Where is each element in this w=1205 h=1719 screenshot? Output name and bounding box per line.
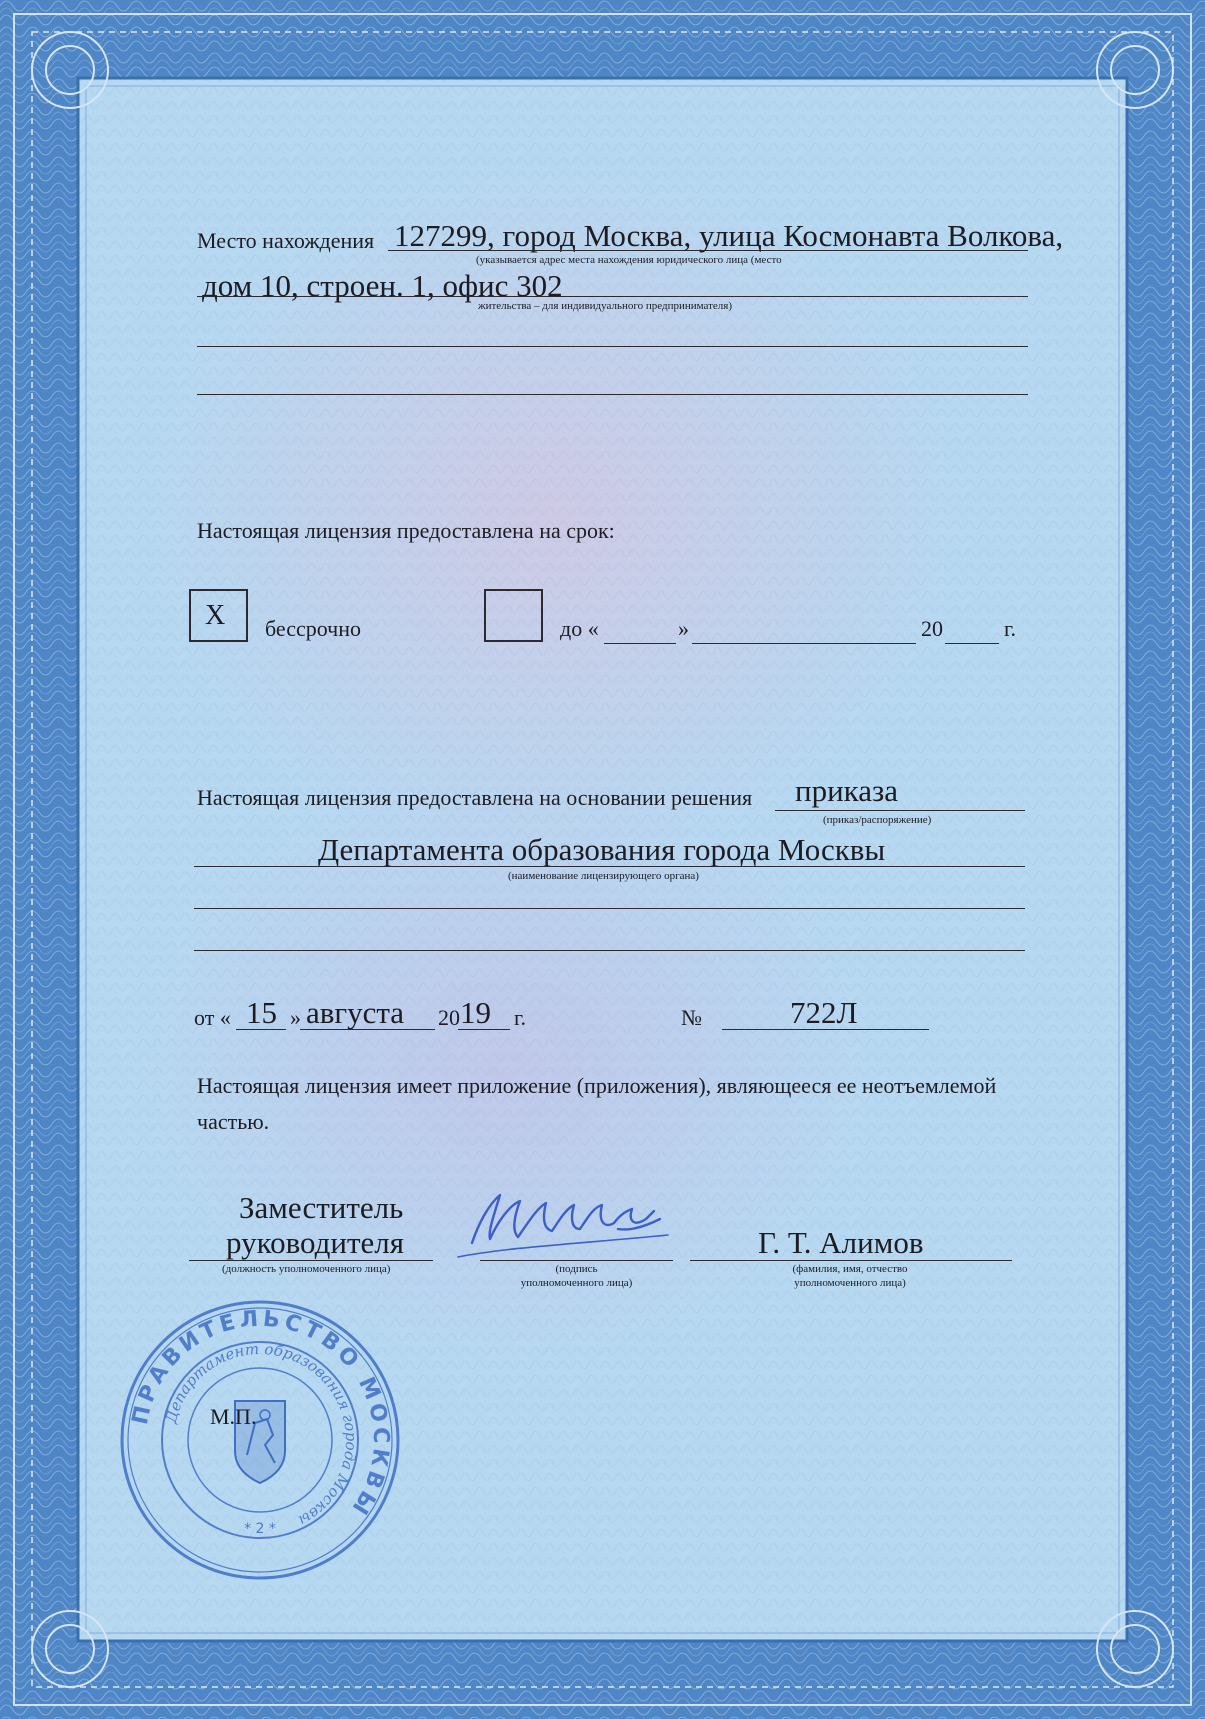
decision-type-caption: (приказ/распоряжение) [823,814,932,826]
official-stamp [115,1295,405,1585]
unlimited-label: бессрочно [265,616,362,641]
seal-place-label: М.П. [210,1404,257,1429]
authority-blank-line-3 [194,950,1025,951]
unlimited-checkbox [189,589,248,642]
official-name: Г. Т. Алимов [758,1225,924,1260]
address-blank-line-4 [197,394,1028,395]
signature-caption-line-2: уполномоченного лица) [520,1277,633,1289]
official-name-caption-line-2: уполномоченного лица) [794,1277,906,1289]
date-day: 15 [246,995,277,1030]
stamp-outer-text: ПРАВИТЕЛЬСТВО МОСКВЫ [127,1306,394,1522]
until-year-line [945,643,999,644]
address-underline-2 [197,296,1028,297]
address-line-2: дом 10, строен. 1, офис 302 [202,268,563,303]
address-caption-2: жительства – для индивидуального предпринимателя) [478,300,732,312]
signature-caption-line-1: (подпись [555,1263,598,1275]
stamp-number: * 2 * [244,1521,276,1537]
position-caption: (должность уполномоченного лица) [222,1263,391,1275]
license-number: 722Л [790,995,858,1030]
until-quote-close: » [678,616,689,641]
address-line-1: 127299, город Москва, улица Космонавта Волкова, [394,218,1064,253]
until-suffix: г. [1004,616,1017,641]
until-day-line [604,643,676,644]
address-blank-line-3 [197,346,1028,347]
appendix-text-line-2: частью. [197,1109,270,1134]
authority-blank-line-2 [194,908,1025,909]
position-line-2: руководителя [226,1225,405,1260]
appendix-text-line-1: Настоящая лицензия имеет приложение (приложения), являющееся ее неотъемлемой [197,1073,997,1098]
handwritten-signature [448,1165,688,1275]
date-year-suffix: 19 [460,995,491,1030]
until-century: 20 [921,616,943,641]
until-prefix: до « [560,616,599,641]
date-day-line [236,1029,286,1030]
until-month-line [692,643,916,644]
date-prefix: от « [194,1005,231,1030]
licensing-authority: Департамента образования города Москвы [318,832,886,867]
decision-type: приказа [795,773,899,808]
date-month: августа [306,995,405,1030]
license-number-line [722,1029,929,1030]
term-heading: Настоящая лицензия предоставлена на срок: [197,518,615,543]
until-date-checkbox [484,589,543,642]
authority-caption: (наименование лицензирующего органа) [508,870,699,882]
official-name-line [690,1260,1012,1261]
date-suffix: г. [514,1005,527,1030]
basis-text: Настоящая лицензия предоставлена на основании решения [197,785,753,810]
official-name-caption-line-1: (фамилия, имя, отчество [792,1263,908,1275]
official-name-caption [740,1262,960,1290]
date-year-line [458,1029,510,1030]
position-line-1: Заместитель [239,1190,404,1225]
date-year-prefix: 20 [438,1005,460,1030]
decision-type-line [775,810,1025,811]
address-label: Место нахождения [197,228,375,253]
unlimited-check-mark: X [205,600,226,631]
date-month-line [300,1029,435,1030]
stamp-inner-text: Департамент образования города Москвы [161,1339,361,1530]
date-quote-close: » [290,1005,301,1030]
address-caption-1: (указывается адрес места нахождения юридического лица (место [476,254,782,266]
position-line [189,1260,433,1261]
authority-line [194,866,1025,867]
address-underline-1 [388,250,1028,251]
number-sign: № [681,1005,702,1030]
